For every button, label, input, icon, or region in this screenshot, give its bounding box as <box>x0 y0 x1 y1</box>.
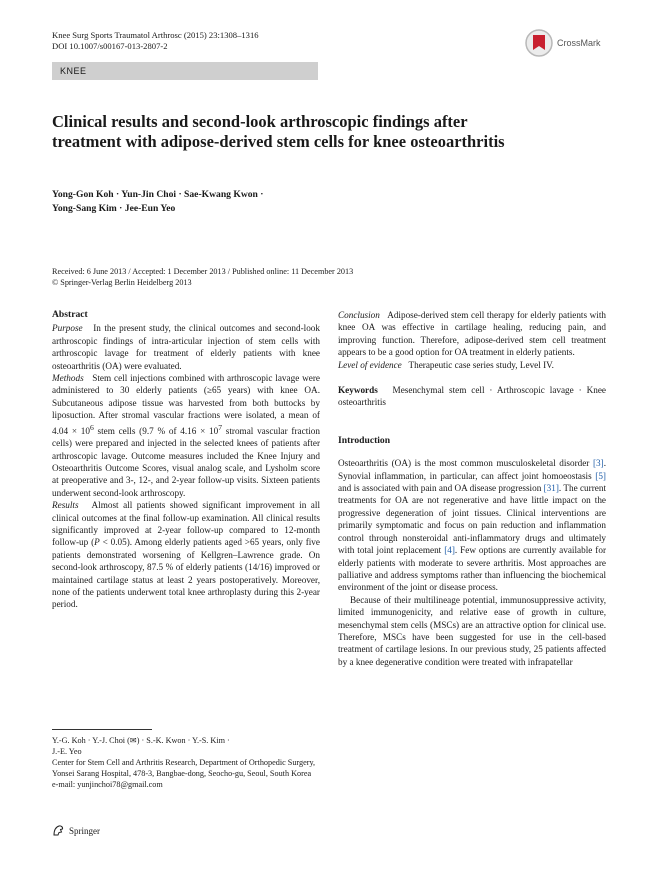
authors-line-1: Yong-Gon Koh · Yun-Jin Choi · Sae-Kwang Kwon · <box>52 189 264 200</box>
methods-text-b: stem cells (9.7 % of 4.16 × 10 <box>93 425 219 436</box>
abstract-heading: Abstract <box>52 309 88 320</box>
methods-text-c: stromal vascular fraction cells) were prepared and injected in the selected knees of patients after arthroscopic lavage. Outcome measures included the Knee Injury and Osteoarthritis Outcome Scores, visual analog scale, and Lysholm score at preoperative and 3-, 12-, and 2-year follow-up visits. Sixteen patients underwent second-look arthroscopy. <box>52 425 320 498</box>
purpose-label: Purpose <box>52 323 83 334</box>
abstract-methods <box>52 372 320 499</box>
article-title: Clinical results and second-look arthroscopic findings after treatment with adipose-derived stem cells for knee osteoarthritis <box>52 112 505 151</box>
methods-label: Methods <box>52 373 84 384</box>
right-column <box>338 309 606 668</box>
authors-line-2: Yong-Sang Kim · Jee-Eun Yeo <box>52 203 176 214</box>
journal-citation: Knee Surg Sports Traumatol Arthrosc (2015) 23:1308–1316 <box>52 30 259 40</box>
introduction-heading: Introduction <box>338 434 391 446</box>
keywords <box>338 384 606 409</box>
intro-text: and is associated with pain and OA disease progression <box>338 483 544 494</box>
purpose-text: In the present study, the clinical outcomes and second-look arthroscopic findings of intra-articular injection of stem cells with arthroscopic lavage for treatment of elderly patients with knee osteoarthritis (OA) were evaluated. <box>52 323 320 371</box>
affiliation-authors-2: J.-E. Yeo <box>52 747 82 756</box>
keywords-label: Keywords <box>338 385 378 396</box>
copyright-line: © Springer-Verlag Berlin Heidelberg 2013 <box>52 278 192 287</box>
crossmark-badge[interactable] <box>524 28 601 58</box>
p-symbol: P <box>94 537 100 548</box>
crossmark-label: CrossMark <box>557 38 601 48</box>
results-text-a: Almost all patients showed significant improvement in all clinical outcomes at the final follow-up examination. All clinical results significantly improved at 2-year follow-up compared to 12-month follow-up ( <box>52 500 320 548</box>
intro-paragraph-2: Because of their multilineage potential, immunosuppressive activity, limited immunogenicity, and relative ease of growth in culture, mesenchymal stem cells (MSCs) are an attractive option for clinical use. Therefore, MSCs have been suggested for use in the cell-based treatment of cartilage lesions. In our previous study, 25 patients affected by a knee degenerative condition were treated with infrapatellar <box>338 594 606 667</box>
affiliation-address: Center for Stem Cell and Arthritis Research, Department of Orthopedic Surgery, Yonsei Sarang Hospital, 478-3, Bangbae-dong, Seocho-gu, Seoul, South Korea <box>52 758 316 778</box>
abstract-purpose <box>52 322 320 372</box>
level-text: Therapeutic case series study, Level IV. <box>408 359 554 370</box>
keywords-text: Mesenchymal stem cell · Arthroscopic lavage · Knee osteoarthritis <box>338 385 606 408</box>
author-list <box>52 188 382 216</box>
citation-link[interactable]: [5] <box>595 470 606 481</box>
doi[interactable]: DOI 10.1007/s00167-013-2807-2 <box>52 41 168 51</box>
publisher-footer <box>52 824 100 837</box>
publisher-name: Springer <box>69 825 100 836</box>
methods-sup-a: 6 <box>89 422 94 432</box>
intro-paragraph-1 <box>338 457 606 593</box>
citation-link[interactable]: [31] <box>543 483 559 494</box>
level-label: Level of evidence <box>338 359 402 370</box>
affiliation-divider <box>52 729 152 730</box>
intro-text: Osteoarthritis (OA) is the most common musculoskeletal disorder <box>338 458 593 469</box>
springer-horse-icon <box>52 824 65 837</box>
dates-line: Received: 6 June 2013 / Accepted: 1 December 2013 / Published online: 11 December 2013 <box>52 267 354 276</box>
results-text-b: < 0.05). Among elderly patients aged >65 years, only five patients demonstrated worsening of Kellgren–Lawrence grade. On second-look arthroscopy, 87.5 % of elderly patients (14/16) improved or maintained cartilage status at least 2 years postoperatively. Moreover, none of the patients underwent total knee arthroplasty during this 2-year period. <box>52 537 320 610</box>
publication-dates <box>52 266 452 288</box>
left-column <box>52 309 320 611</box>
affiliation-email[interactable]: e-mail: yunjinchoi78@gmail.com <box>52 780 163 789</box>
conclusion-text: Adipose-derived stem cell therapy for elderly patients with knee OA was effective in cartilage healing, reducing pain, and improving function. Therefore, adipose-derived stem cell treatment appears to be a good option for OA treatment in elderly patients. <box>338 310 606 358</box>
journal-header <box>52 30 259 52</box>
affiliation-block <box>52 735 320 790</box>
crossmark-icon <box>524 28 554 58</box>
citation-link[interactable]: [3] <box>592 458 604 469</box>
abstract-results <box>52 499 320 611</box>
methods-sup-b: 7 <box>218 422 223 432</box>
intro-text: . Synovial inflammation, in particular, can affect joint homoeostasis <box>338 458 606 481</box>
abstract-level <box>338 359 606 371</box>
intro-text: . Few options are currently available for elderly patients with moderate to severe arthritis. Most approaches are palliative and address symptoms rather than influencing the biochemical environment of the joint or disease process. <box>338 545 606 593</box>
abstract-conclusion <box>338 309 606 359</box>
section-label: KNEE <box>52 62 318 80</box>
methods-text-a: Stem cell injections combined with arthroscopic lavage were administered to 30 elderly patients (≥65 years) with knee OA. Subcutaneous adipose tissue was harvested from both buttocks by liposuction. After stromal vascular fractions were isolated, a mean of 4.04 × 10 <box>52 373 320 436</box>
affiliation-authors-1: Y.-G. Koh · Y.-J. Choi (✉) · S.-K. Kwon · Y.-S. Kim · <box>52 736 230 745</box>
conclusion-label: Conclusion <box>338 310 380 320</box>
results-label: Results <box>52 500 79 511</box>
citation-link[interactable]: [4] <box>444 545 455 556</box>
intro-text: . The current treatments for OA are not regenerative and have little impact on the progressive degeneration of joint tissues. Clinical interventions are primarily symptomatic and focus on pain reduction and inflammation control through nonsteroidal anti-inflammatory drugs and ultimately with total joint replacement <box>338 483 606 556</box>
